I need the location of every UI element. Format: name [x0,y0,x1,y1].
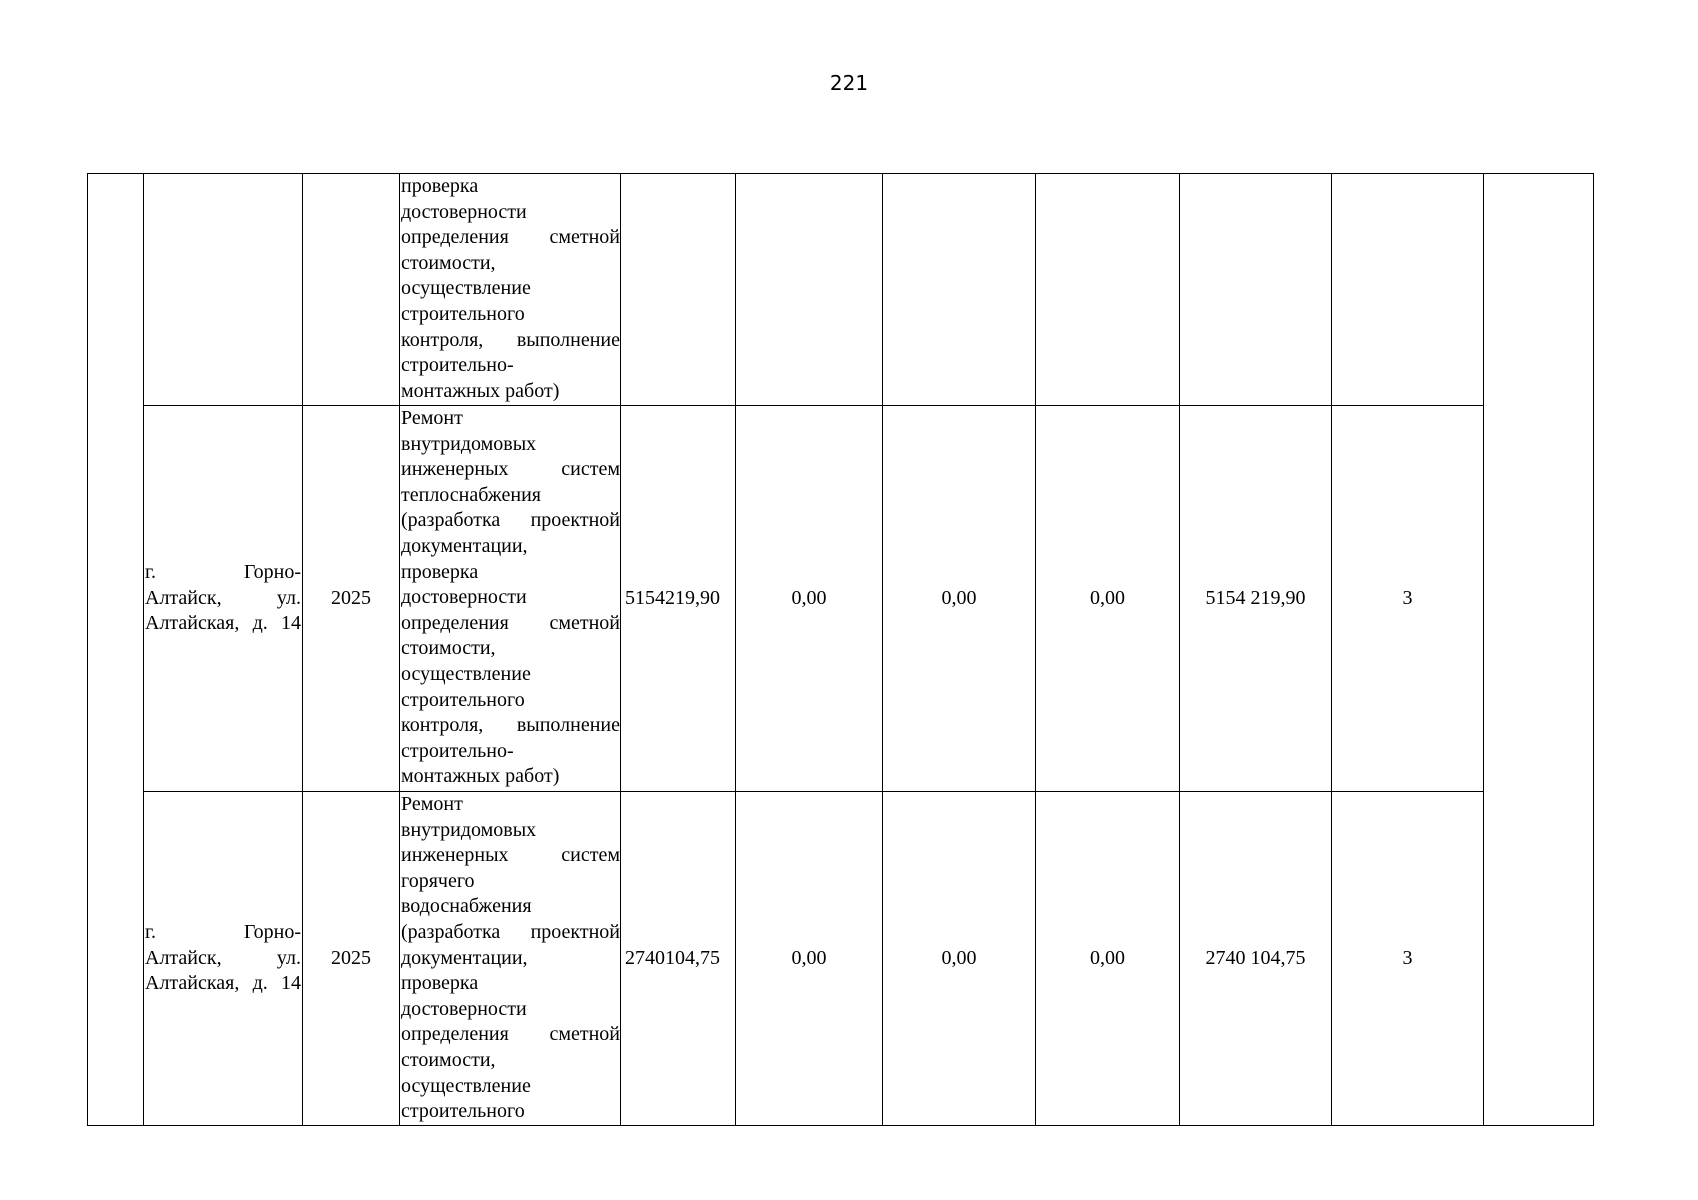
year-cell: 2025 [303,792,400,1126]
description-line: Ремонт [401,407,463,429]
col-e-cell [1332,174,1484,406]
table-row [88,792,1594,1126]
col-c-cell: 0,00 [1036,792,1180,1126]
total-cost-cell [621,174,736,406]
col-a-cell [736,174,883,406]
description-line: определения сметной [401,226,620,249]
description-line: осуществление [401,662,531,685]
description-line: контроля, выполнение [401,328,620,351]
description-line: контроля, выполнение [401,714,620,737]
description-line: строительного [401,1100,525,1123]
description-line: стоимости, [401,1048,496,1071]
table-row-continuation [88,174,1594,406]
description-line: достоверности [401,586,527,609]
description-line: проверка [401,560,479,583]
total-cost-cell: 5154219,90 [621,406,736,792]
description-line: инженерных систем [401,844,620,867]
description-line: (разработка проектной [401,509,620,532]
address-line: Алтайск, ул. [145,946,301,969]
description-line: осуществление [401,1074,531,1097]
last-column-cell [1484,174,1594,1126]
description-line: строительно- [401,354,514,377]
description-line: горячего [401,869,475,892]
address-cell [144,174,303,406]
description-line: внутридомовых [401,432,537,455]
col-a-cell: 0,00 [736,792,883,1126]
description-line: стоимости, [401,251,496,274]
col-a-cell: 0,00 [736,406,883,792]
description-line: стоимости, [401,637,496,660]
col-d-cell: 5154 219,90 [1180,406,1332,792]
description-line: документации, [401,946,528,969]
address-cell [144,406,303,792]
page-number: 221 [829,71,869,95]
description-line: внутридомовых [401,818,537,841]
year-cell [303,174,400,406]
description-line: строительно- [401,739,514,762]
description-line: теплоснабжения [401,483,541,506]
description-line: определения сметной [401,611,620,634]
col-b-cell: 0,00 [883,792,1036,1126]
description-line: (разработка проектной [401,920,620,943]
description-line: инженерных систем [401,458,620,481]
col-b-cell [883,174,1036,406]
description-line: монтажных работ) [401,379,560,402]
description-line: проверка [401,175,479,197]
number-cell [88,174,144,1126]
col-d-cell [1180,174,1332,406]
description-line: проверка [401,972,479,995]
year-cell: 2025 [303,406,400,792]
description-line: достоверности [401,997,527,1020]
address-line: Алтайская, д. 14 [145,612,301,635]
description-line: строительного [401,688,525,711]
description-line: осуществление [401,277,531,300]
work-description-cell [400,792,621,1126]
col-d-cell: 2740 104,75 [1180,792,1332,1126]
col-c-cell [1036,174,1180,406]
address-line: г. Горно- [145,921,301,944]
col-c-cell: 0,00 [1036,406,1180,792]
description-line: водоснабжения [401,895,532,918]
description-line: Ремонт [401,793,463,815]
col-e-cell: 3 [1332,406,1484,792]
work-description-cell [400,174,621,406]
works-table [87,173,1594,1126]
description-line: достоверности [401,200,527,223]
address-line: Алтайская, д. 14 [145,972,301,995]
col-b-cell: 0,00 [883,406,1036,792]
address-cell [144,792,303,1126]
table-row [88,406,1594,792]
description-line: монтажных работ) [401,765,560,788]
address-line: г. Горно- [145,561,301,584]
description-line: определения сметной [401,1023,620,1046]
work-description-cell [400,406,621,792]
address-line: Алтайск, ул. [145,586,301,609]
col-e-cell: 3 [1332,792,1484,1126]
total-cost-cell: 2740104,75 [621,792,736,1126]
description-line: документации, [401,534,528,557]
description-line: строительного [401,302,525,325]
